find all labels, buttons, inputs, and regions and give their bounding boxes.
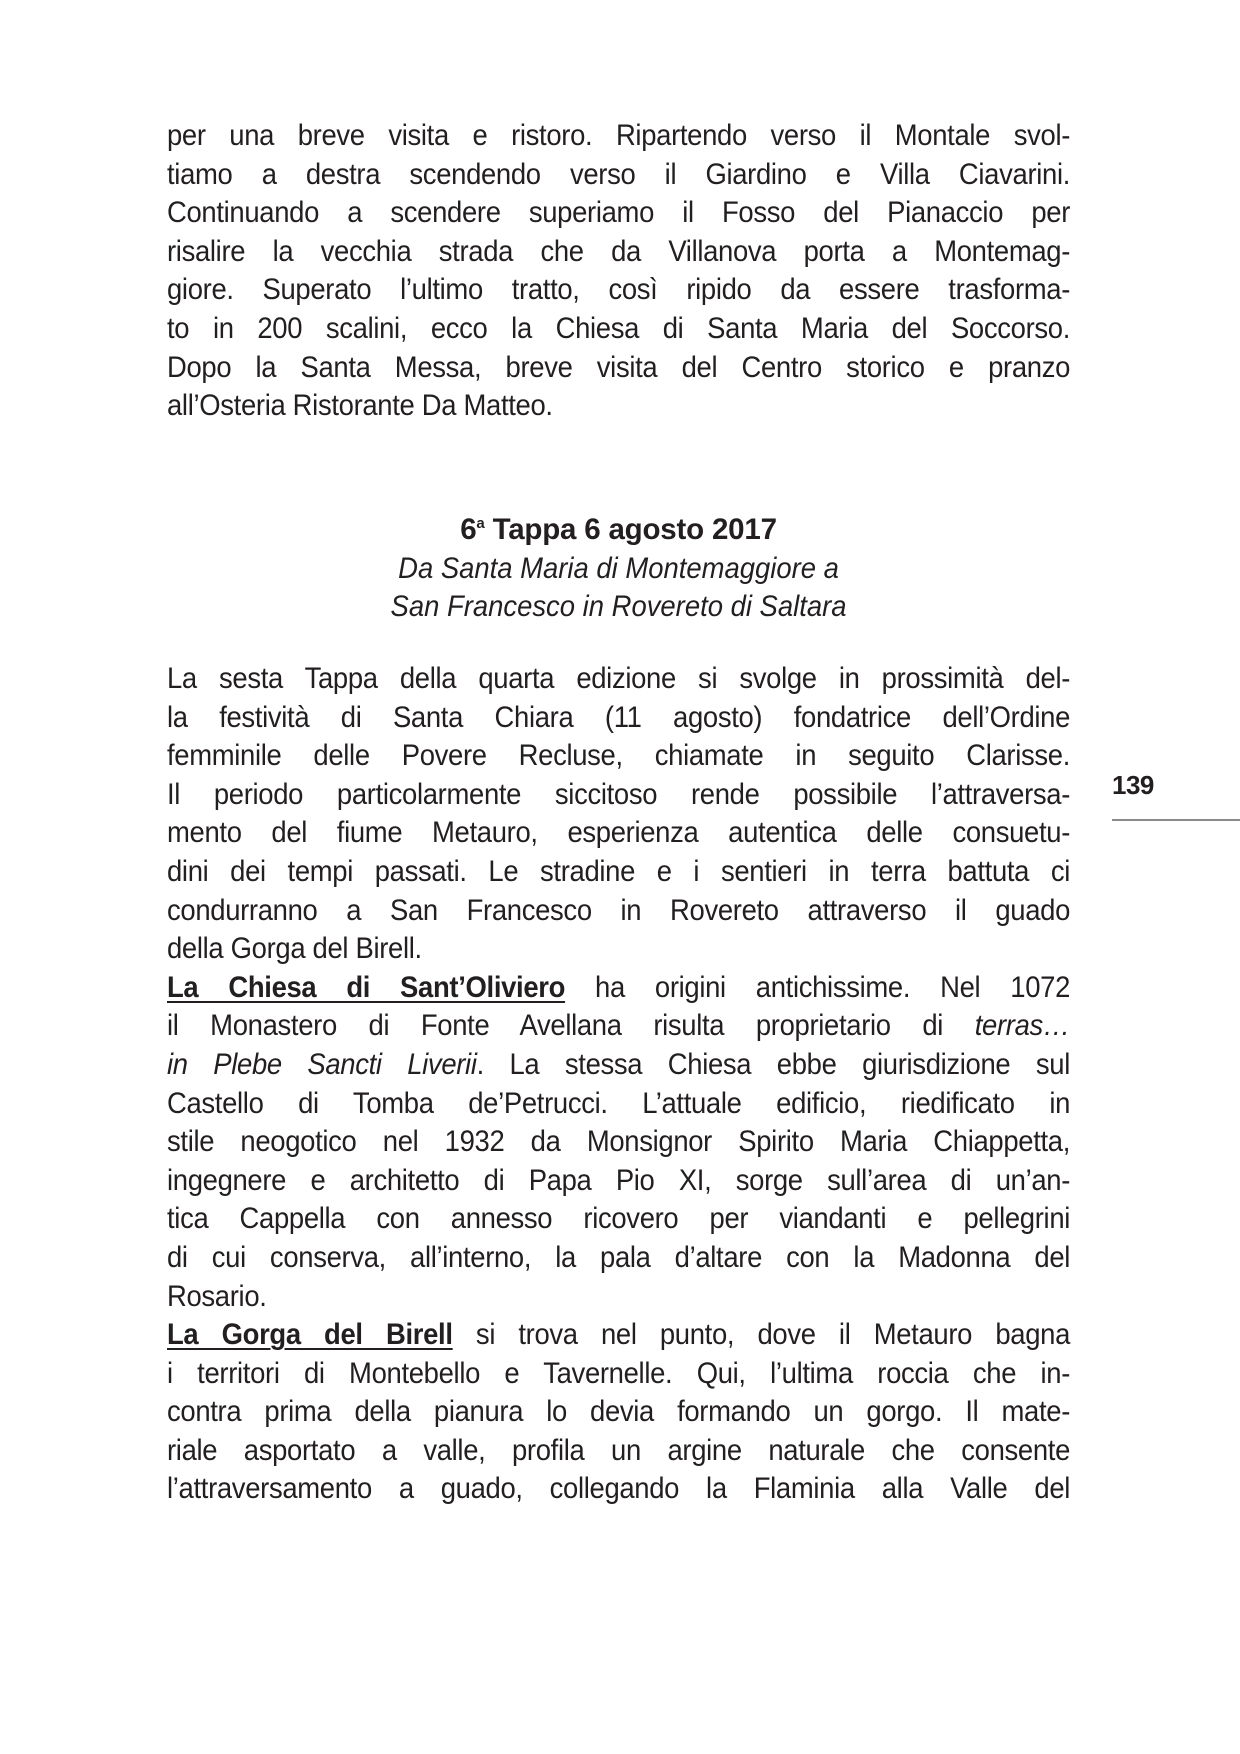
text-line: dini dei tempi passati. Le stradine e i sentieri in terra battuta ci [167,854,1071,888]
text-line: ingegnere e architetto di Papa Pio XI, sorge sull’area di un’an- [167,1163,1071,1197]
text-line: risalire la vecchia strada che da Villanova porta a Montemag- [167,234,1071,268]
italic-run: terras… [974,1009,1071,1043]
text-line: tica Cappella con annesso ricovero per viandanti e pellegrini [167,1202,1071,1236]
text-line [167,969,1070,1008]
italic-run: in Plebe Sancti Liverii [167,1047,477,1081]
text-line: all’Osteria Ristorante Da Matteo. [167,389,553,423]
text-line: i territori di Montebello e Tavernelle. Qui, l’ultima roccia che in- [167,1356,1071,1390]
text-line [167,1316,1070,1355]
stage-subtitle-line: San Francesco in Rovereto di Saltara [390,590,847,624]
stage-title [167,505,1070,550]
section-heading [167,505,1070,627]
text-run: . La stessa Chiesa ebbe giurisdizione sul [476,1047,1071,1081]
text-run: si trova nel punto, dove il Metauro bagna [452,1318,1071,1352]
text-run: ha origini antichissime. Nel 1072 [565,970,1071,1004]
text-line: contra prima della pianura lo devia formando un gorgo. Il mate- [167,1395,1071,1429]
text-line: di cui conserva, all’interno, la pala d’altare con la Madonna del [167,1240,1071,1274]
text-line: giore. Superato l’ultimo tratto, così ripido da essere trasforma- [167,273,1071,307]
stage-number: 6 [460,513,477,546]
intro-paragraph [167,117,1070,426]
text-line: stile neogotico nel 1932 da Monsignor Spirito Maria Chiappetta, [167,1125,1071,1159]
stage-title-text: Tappa 6 agosto 2017 [484,513,777,546]
text-line: La sesta Tappa della quarta edizione si svolge in prossimità del- [167,662,1071,695]
stage-subtitle-line: Da Santa Maria di Montemaggiore a [398,551,839,585]
subheading-gorga-del-birell: La Gorga del Birell [167,1318,453,1352]
text-line: Dopo la Santa Messa, breve visita del Centro storico e pranzo [167,350,1071,384]
text-line: condurranno a San Francesco in Rovereto attraverso il guado [167,893,1071,927]
text-line: l’attraversamento a guado, collegando la Flaminia alla Valle del [167,1472,1071,1506]
text-line: to in 200 scalini, ecco la Chiesa di Santa Maria del Soccorso. [167,311,1071,345]
text-line: riale asportato a valle, profila un argine naturale che consente [167,1433,1071,1467]
subheading-chiesa-sant-oliviero: La Chiesa di Sant’Oliviero [167,970,566,1004]
text-line: della Gorga del Birell. [167,932,422,966]
page-number: 139 [1112,770,1154,800]
text-line [167,1007,1070,1046]
text-line: Castello di Tomba de’Petrucci. L’attuale edificio, riedificato in [167,1086,1071,1120]
text-line [167,1046,1070,1085]
text-line: tiamo a destra scendendo verso il Giardino e Villa Ciavarini. [167,157,1071,191]
body-text [167,660,1070,1509]
text-line: femminile delle Povere Recluse, chiamate in seguito Clarisse. [167,739,1071,773]
text-line: Il periodo particolarmente siccitoso rende possibile l’attraversa- [167,777,1071,811]
page-number-rule [1112,819,1240,821]
text-line: Rosario. [167,1279,267,1313]
text-line: la festività di Santa Chiara (11 agosto) fondatrice dell’Ordine [167,700,1071,734]
text-run: il Monastero di Fonte Avellana risulta proprietario di [167,1009,975,1043]
text-line: mento del fiume Metauro, esperienza autentica delle consuetu- [167,816,1071,850]
text-line: per una breve visita e ristoro. Ripartendo verso il Montale svol- [167,119,1071,152]
text-line: Continuando a scendere superiamo il Fosso del Pianaccio per [167,196,1071,230]
ordinal-suffix: a [476,515,485,532]
